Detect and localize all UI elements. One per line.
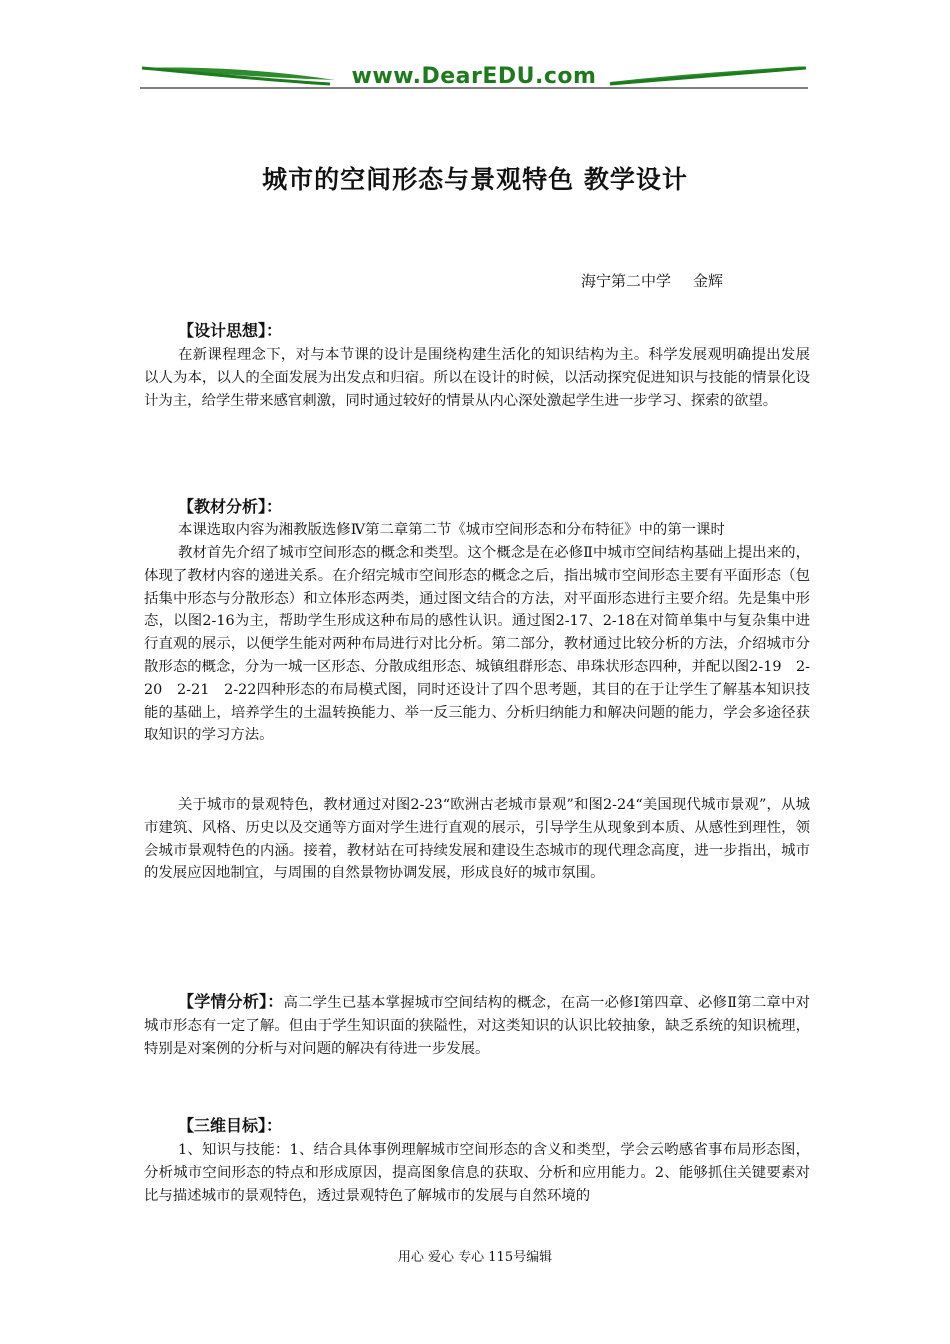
design-idea-body: 在新课程理念下，对与本节课的设计是围绕构建生活化的知识结构为主。科学发展观明确提出发展以人为本，以人的全面发展为出发点和归宿。所以在设计的时候，以活动探究促进知识与技能的情景化设计为主，给学生带来感官刺激，同时通过较好的情景从内心深处激起学生进一步学习、探索的欲望。 [144,347,810,409]
school-name: 海宁第二中学 [581,272,672,290]
section-heading-design-idea: 【设计思想】： [178,321,283,340]
material-analysis-para-3: 关于城市的景观特色，教材通过对图2-23“欧洲古老城市景观”和图2-24“美国现代城市景观”，从城市建筑、风格、历史以及交通等方面对学生进行直观的展示，引导学生从现象到本质、从感性到理性，领会城市景观特色的内涵。接着，教材站在可持续发展和建设生态城市的现代理念高度，进一步指出，城市的发展应因地制宜，与周围的自然景物协调发展，形成良好的城市氛围。 [144,797,810,882]
section-heading-objectives: 【三维目标】： [178,1116,283,1135]
site-name: www.DearEDU.com [351,64,597,89]
objectives-body: 1、知识与技能：1、结合具体事例理解城市空间形态的含义和类型，学会云哟感省事布局形态图，分析城市空间形态的特点和形成原因，提高图象信息的获取、分析和应用能力。2、能够抓住关键要素对比与描述城市的景观特色，透过景观特色了解城市的发展与自然环境的 [144,1142,810,1204]
author-line [581,270,723,291]
author-name: 金辉 [693,272,724,290]
page-footer: 用心 爱心 专心 115号编辑 [397,1250,553,1265]
document-title: 城市的空间形态与景观特色 教学设计 [262,165,688,194]
site-header-banner [140,58,808,98]
section-heading-student-analysis: 【学情分析】： [178,992,284,1011]
section-heading-material-analysis: 【教材分析】： [178,497,283,516]
material-analysis-para-2: 教材首先介绍了城市空间形态的概念和类型。这个概念是在必修Ⅱ中城市空间结构基础上提出来的，体现了教材内容的递进关系。在介绍完城市空间形态的概念之后，指出城市空间形态主要有平面形态（包括集中形态与分散形态）和立体形态两类，通过图文结合的方法，对平面形态进行主要介绍。先是集中形态，以图2-16为主，帮助学生形成这种布局的感性认识。通过图2-17、2-18在对简单集中与复杂集中进行直观的展示，以便学生能对两种布局进行对比分析。第二部分，教材通过比较分析的方法，介绍城市分散形态的概念，分为一城一区形态、分散成组形态、城镇组群形态、串珠状形态四种，并配以图2-19 2-20 2-21 2-22四种形态的布局模式图，同时还设计了四个思考题，其目的在于让学生了解基本知识技能的基础上，培养学生的土温转换能力、举一反三能力、分析归纳能力和解决问题的能力，学会多途径获取知识的学习方法。 [144,545,810,744]
student-analysis-body: 高二学生已基本掌握城市空间结构的概念，在高一必修Ⅰ第四章、必修Ⅱ第二章中对城市形态有一定了解。但由于学生知识面的狭隘性，对这类知识的认识比较抽象，缺乏系统的知识梳理，特别是对案例的分析与对问题的解决有待进一步发展。 [144,995,810,1057]
student-analysis-paragraph [144,991,810,1060]
material-analysis-para-1: 本课选取内容为湘教版选修Ⅳ第二章第二节《城市空间形态和分布特征》中的第一课时 [178,522,725,538]
